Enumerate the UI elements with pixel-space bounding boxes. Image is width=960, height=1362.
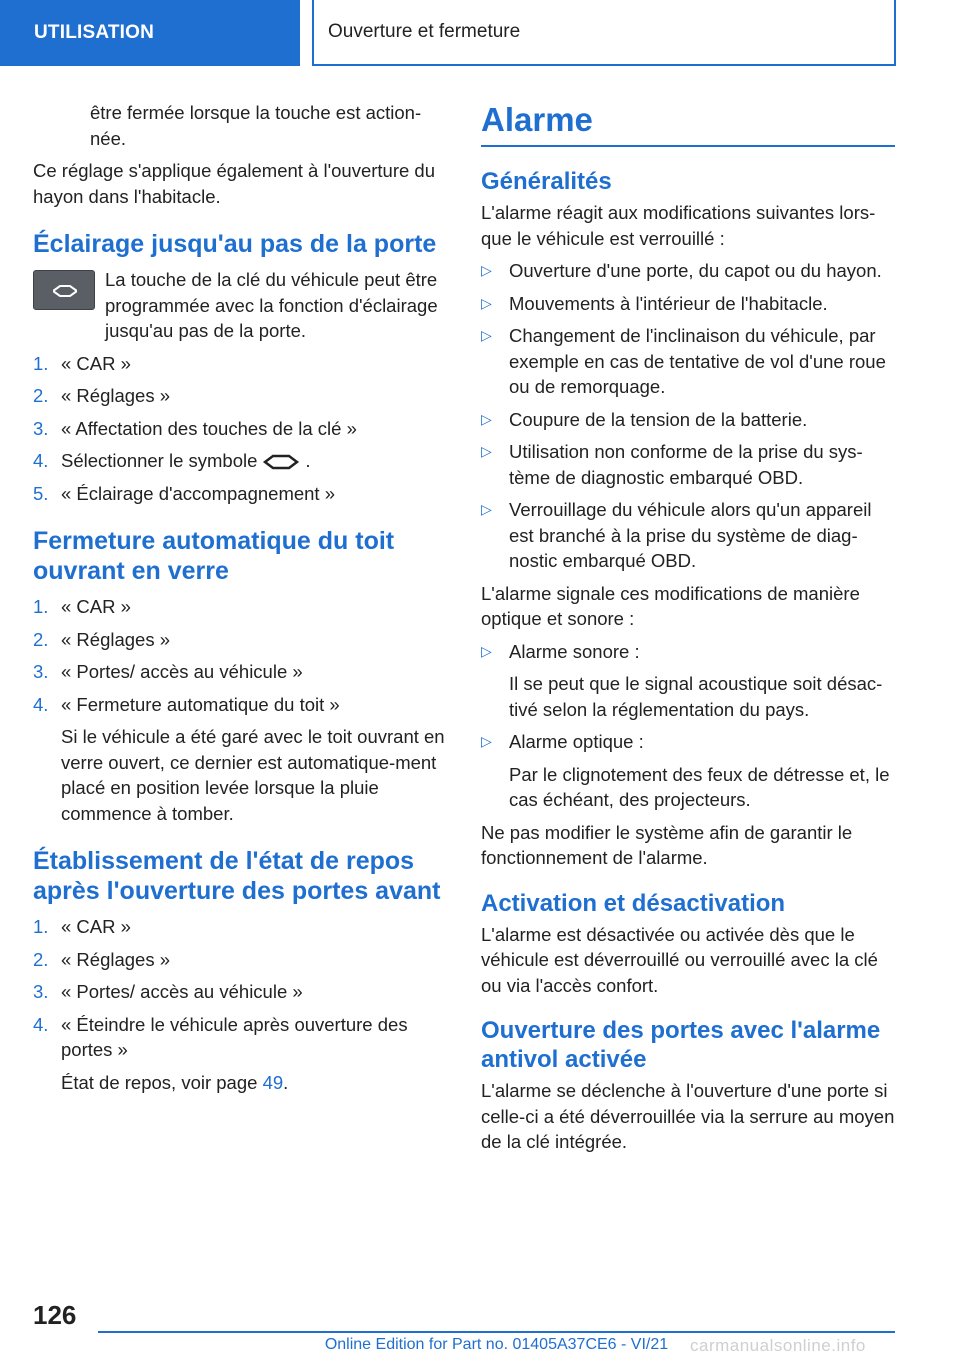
page-number: 126 [33,1300,77,1330]
list-item: 1. « CAR » [33,916,131,937]
watermark: carmanualsonline.info [690,1336,866,1355]
list-item: 2. « Réglages » [33,628,171,650]
list-item: ▷ Utilisation non conforme de la prise du sys-tème de diagnostic embarqué OBD. [481,441,863,488]
chapter-title: Ouverture et fermeture [312,0,896,66]
list-item: ▷ Ouverture d'une porte, du capot ou du hayon. [481,258,895,284]
list-item: 2. « Réglages » [33,385,171,406]
list-item: 4. « Éteindre le véhicule après ouverture des portes » État de repos, voir page 49. [33,1013,408,1093]
list-item: 2. « Réglages » [33,948,171,970]
list-item: 3. « Portes/ accès au véhicule » [33,981,303,1002]
toit-steps [33,594,449,826]
list-item: ▷ Alarme optique : Par le clignotement des feux de détresse et, le cas échéant, des projecteurs. [481,731,890,810]
intro-continuation: être fermée lorsque la touche est action-née. [90,102,422,149]
right-column [481,100,895,1162]
signal-list [481,639,895,813]
light-symbol-icon [261,454,301,470]
triangle-bullet-icon: ▷ [481,443,492,459]
triangle-bullet-icon: ▷ [481,327,492,343]
list-item: 5. « Éclairage d'accompagnement » [33,482,336,504]
key-description [33,267,449,344]
heading-repos: Établissement de l'état de repos après l'ouverture des portes avant [33,847,441,905]
eclairage-steps [33,351,449,507]
repos-steps [33,914,449,1095]
list-item: 4. « Fermeture automatique du toit » Si le véhicule a été garé avec le toit ouvrant en verre ouvert, ce dernier est automatique-ment placé en position levée lorsque la pluie commence à tomber. [33,693,445,824]
eclairage-text: La touche de la clé du véhicule peut être programmée avec la fonction d'éclairage jusqu'au pas de la porte. [105,269,438,341]
heading-activation: Activation et désactivation [481,889,786,917]
generalites-list [481,258,895,574]
heading-alarme: Alarme [481,100,895,147]
key-button-icon [33,270,95,310]
activation-text: L'alarme est désactivée ou activée dès que le véhicule est déverrouillé ou verrouillé avec la clé ou via l'accès confort. [481,923,878,996]
triangle-bullet-icon: ▷ [481,642,492,659]
list-item: ▷ Coupure de la tension de la batterie. [481,407,895,433]
triangle-bullet-icon: ▷ [481,501,492,517]
list-item: 3. « Affectation des touches de la clé » [33,417,357,439]
triangle-bullet-icon: ▷ [481,410,492,427]
footer-edition: Online Edition for Part no. 01405A37CE6 - VI/21 [324,1336,669,1353]
section-tab: UTILISATION [0,0,300,66]
list-item: ▷ Changement de l'inclinaison du véhicule, par exemple en cas de tentative de vol d'une roue ou de remorquage. [481,325,886,397]
ouverture-text: L'alarme se déclenche à l'ouverture d'une porte si celle-ci a été déverrouillée via la serrure au moyen de la clé intégrée. [481,1080,895,1152]
signal-intro: L'alarme signale ces modifications de manière optique et sonore : [481,582,860,629]
intro-paragraph: Ce réglage s'applique également à l'ouverture du hayon dans l'habitacle. [33,160,435,207]
triangle-bullet-icon: ▷ [481,733,492,749]
triangle-bullet-icon: ▷ [481,294,492,311]
list-item: 3. « Portes/ accès au véhicule » [33,661,303,682]
heading-eclairage: Éclairage jusqu'au pas de la porte [33,230,437,258]
list-item: ▷ Mouvements à l'intérieur de l'habitacle. [481,291,895,317]
page-header [0,0,960,66]
page-link[interactable]: 49 [262,1071,284,1093]
heading-ouverture: Ouverture des portes avec l'alarme antivol activée [481,1017,881,1073]
left-column [33,100,449,1102]
list-item: 1. « CAR » [33,352,131,374]
list-item: 1. « CAR » [33,596,131,617]
heading-generalites: Généralités [481,168,612,195]
list-item: 4. Sélectionner le symbole . [33,450,311,471]
generalites-intro: L'alarme réagit aux modifications suivantes lors-que le véhicule est verrouillé : [481,202,876,249]
list-item: ▷ Verrouillage du véhicule alors qu'un appareil est branché à la prise du système de diag-nostic embarqué OBD. [481,499,872,571]
heading-toit: Fermeture automatique du toit ouvrant en verre [33,527,395,585]
signal-note: Ne pas modifier le système afin de garantir le fonctionnement de l'alarme. [481,821,853,868]
list-item: ▷ Alarme sonore : Il se peut que le signal acoustique soit désac-tivé selon la réglementation du pays. [481,640,883,720]
triangle-bullet-icon: ▷ [481,262,492,278]
